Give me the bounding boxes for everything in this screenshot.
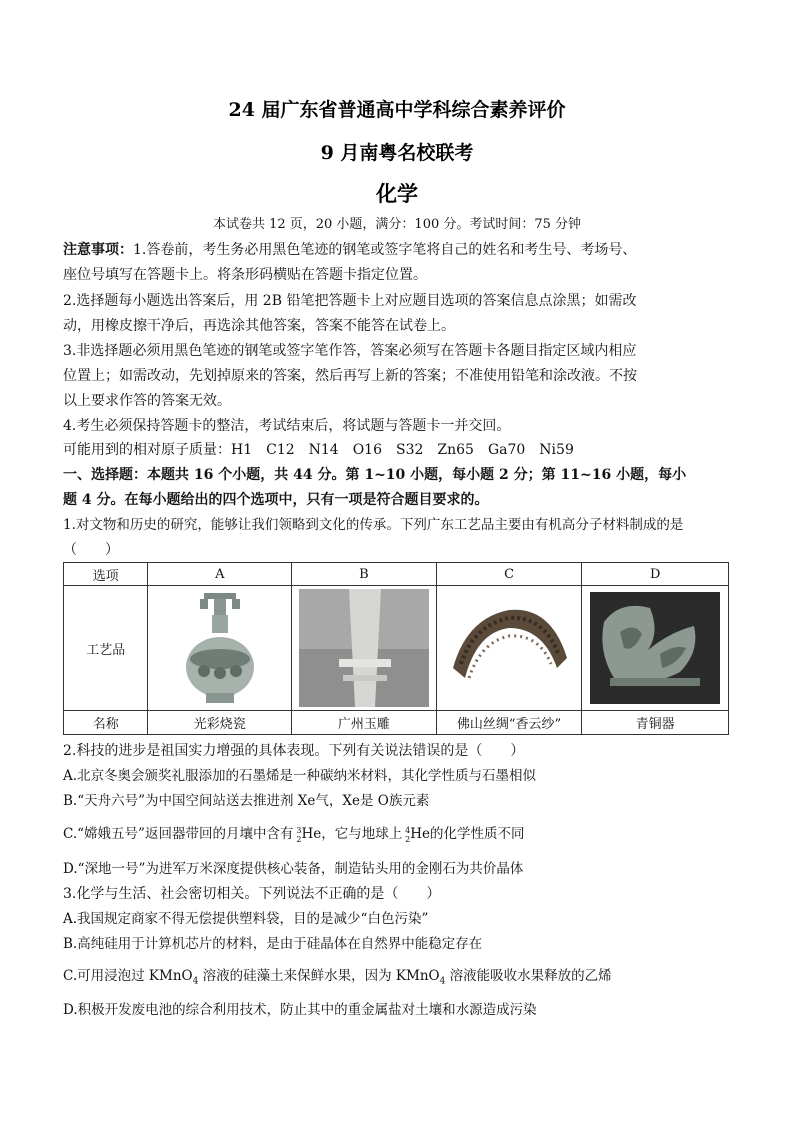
q3-c-text: 溶液的硅藻土来保鲜水果，因为 KMnO xyxy=(198,968,440,984)
option-a-image-cell xyxy=(148,586,292,711)
option-b-image-cell xyxy=(292,586,437,711)
q2-option-a: A.北京冬奥会颁奖礼服添加的石墨烯是一种碳纳米材料，其化学性质与石墨相似 xyxy=(63,768,537,784)
q2-stem: 2.科技的进步是祖国实力增强的具体表现。下列有关说法错误的是（ ） xyxy=(63,743,525,759)
option-name: 青铜器 xyxy=(582,711,729,735)
note-2a: 2.选择题每小题选出答案后，用 2B 铅笔把答题卡上对应题目选项的答案信息点涂黑；如需改 xyxy=(63,293,637,309)
porcelain-vase-image xyxy=(180,589,260,707)
option-d-image-cell xyxy=(582,586,729,711)
q3-option-b: B.高纯硅用于计算机芯片的材料，是由于硅晶体在自然界中能稳定存在 xyxy=(63,936,483,952)
option-name: 广州玉雕 xyxy=(292,711,437,735)
q2-option-c xyxy=(63,824,743,844)
jade-carving-image xyxy=(299,589,429,707)
q3-c-text: 溶液能吸收水果释放的乙烯 xyxy=(445,968,612,984)
nuclide-he4 xyxy=(402,826,410,844)
silk-fabric-image xyxy=(447,598,571,698)
q3-option-c xyxy=(63,966,743,992)
note-2b: 动，用橡皮擦干净后，再选涂其他答案，答案不能答在试卷上。 xyxy=(63,318,455,334)
q3-c-text: C.可用浸泡过 KMnO xyxy=(63,968,193,984)
he3-symbol: He xyxy=(301,826,322,842)
notes-label: 注意事项： xyxy=(63,242,133,258)
table-name-label: 名称 xyxy=(64,711,148,735)
he3-mass-number: 3 xyxy=(296,825,302,835)
he4-symbol: He xyxy=(410,826,430,842)
q2-c-text: 的化学性质不同 xyxy=(429,826,525,842)
q1-options-table xyxy=(63,562,729,735)
exam-subtitle: 9 月南粤名校联考 xyxy=(320,142,474,164)
q3-stem: 3.化学与生活、社会密切相关。下列说法不正确的是（ ） xyxy=(63,886,441,902)
note-3b: 位置上；如需改动，先划掉原来的答案，然后再写上新的答案；不准使用铅笔和涂改液。不按 xyxy=(63,368,637,384)
table-row-label: 工艺品 xyxy=(64,586,148,711)
atomic-masses: 可能用到的相对原子质量：H1 C12 N14 O16 S32 Zn65 Ga70 Ni59 xyxy=(63,442,574,458)
table-header-cell: A xyxy=(148,563,292,586)
notes-line-1 xyxy=(63,240,743,260)
option-name: 光彩烧瓷 xyxy=(148,711,292,735)
table-header-cell: B xyxy=(292,563,437,586)
q2-c-text: ，它与地球上 xyxy=(321,826,403,842)
table-header-cell: C xyxy=(436,563,582,586)
q2-option-d: D.“深地一号”为进军万米深度提供核心装备，制造钻头用的金刚石为共价晶体 xyxy=(63,861,524,877)
section-1-line-1: 一、选择题：本题共 16 个小题，共 44 分。第 1~10 小题，每小题 2 分；第 11~16 小题，每小 xyxy=(63,467,687,483)
q3-option-a: A.我国规定商家不得无偿提供塑料袋，目的是减少“白色污染” xyxy=(63,911,429,927)
nuclide-he3 xyxy=(293,826,301,844)
q1-stem: 1.对文物和历史的研究，能够让我们领略到文化的传承。下列广东工艺品主要由有机高分子材料制成的是 xyxy=(63,517,684,533)
note-1a: 1.答卷前，考生务必用黑色笔迹的钢笔或签字笔将自己的姓名和考生号、考场号、 xyxy=(133,242,637,258)
table-header-cell: 选项 xyxy=(64,563,148,586)
subject-title: 化学 xyxy=(376,181,418,206)
option-c-image-cell xyxy=(436,586,582,711)
he3-atomic-number: 2 xyxy=(296,834,302,844)
note-3a: 3.非选择题必须用黑色笔迹的钢笔或签字笔作答，答案必须写在答题卡各题目指定区域内相应 xyxy=(63,343,637,359)
exam-title: 24 届广东省普通高中学科综合素养评价 xyxy=(228,99,566,121)
q2-c-text: C.“嫦娥五号”返回器带回的月壤中含有 xyxy=(63,826,294,842)
option-name: 佛山丝绸“香云纱” xyxy=(436,711,582,735)
q3-option-d: D.积极开发废电池的综合利用技术，防止其中的重金属盐对土壤和水源造成污染 xyxy=(63,1002,537,1018)
note-3c: 以上要求作答的答案无效。 xyxy=(63,393,231,409)
note-1b: 座位号填写在答题卡上。将条形码横贴在答题卡指定位置。 xyxy=(63,267,427,283)
q2-option-b: B.“天舟六号”为中国空间站送去推进剂 Xe气，Xe是 O族元素 xyxy=(63,793,430,809)
he4-mass-number: 4 xyxy=(405,825,411,835)
q1-paren: （ ） xyxy=(63,542,119,558)
permanganate-subscript: 4 xyxy=(439,976,446,987)
he4-atomic-number: 2 xyxy=(405,834,411,844)
note-4: 4.考生必须保持答题卡的整洁，考试结束后，将试题与答题卡一并交回。 xyxy=(63,418,511,434)
section-1-line-2: 题 4 分。在每小题给出的四个选项中，只有一项是符合题目要求的。 xyxy=(63,492,489,508)
permanganate-subscript: 4 xyxy=(192,976,199,987)
exam-info: 本试卷共 12 页，20 小题，满分：100 分。考试时间：75 分钟 xyxy=(212,217,582,232)
bronze-ware-image xyxy=(590,592,720,704)
table-header-cell: D xyxy=(582,563,729,586)
